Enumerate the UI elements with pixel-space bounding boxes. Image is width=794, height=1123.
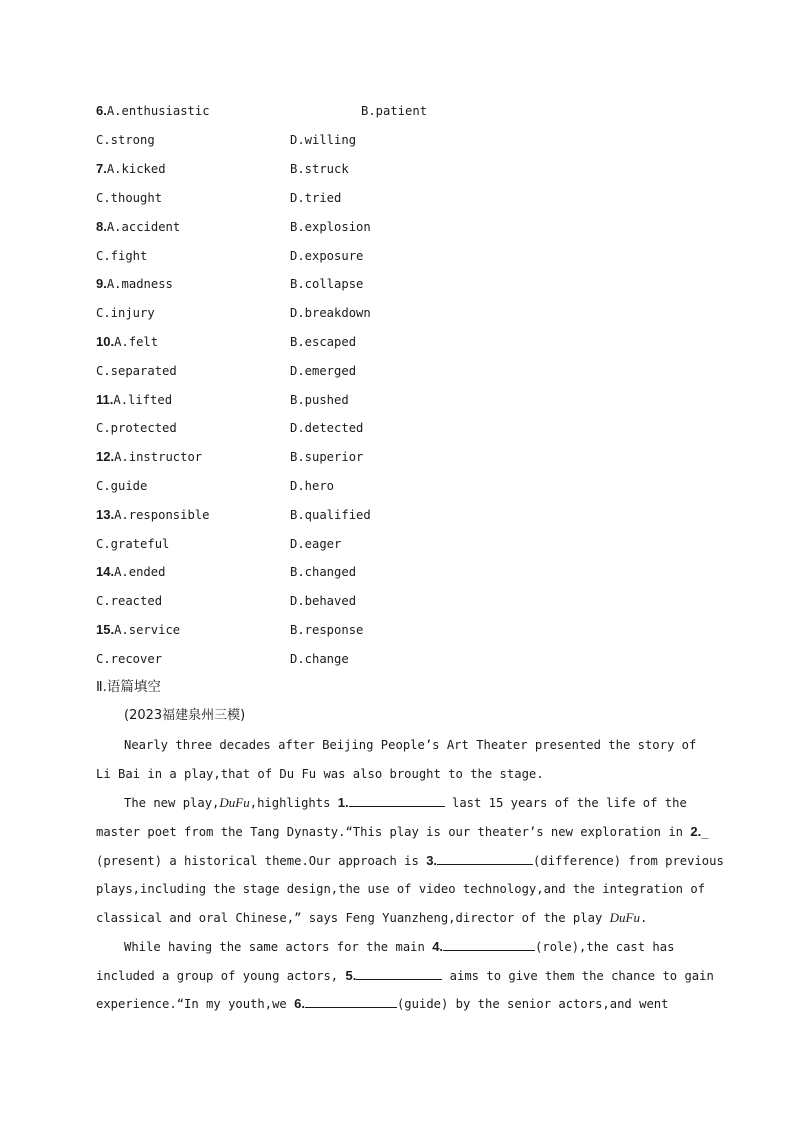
text-run: included a group of young actors, — [96, 969, 339, 983]
question-8-options-cd — [96, 246, 364, 266]
option-d: D.breakdown — [290, 306, 371, 320]
option-a: A.ended — [114, 565, 166, 579]
option-a: A.service — [114, 623, 181, 637]
question-number: 8. — [96, 219, 107, 234]
option-c: C.reacted — [96, 594, 163, 608]
option-c: C.thought — [96, 191, 163, 205]
option-d: D.eager — [290, 537, 342, 551]
option-b: B.changed — [290, 565, 357, 579]
option-d: D.change — [290, 652, 349, 666]
option-a: A.accident — [106, 220, 181, 234]
option-b: B.superior — [290, 450, 364, 464]
question-14-options-cd — [96, 591, 357, 611]
answer-blank-4[interactable] — [443, 937, 535, 951]
option-b: B.pushed — [290, 393, 349, 407]
option-d: D.willing — [290, 133, 357, 147]
text-run: ,highlights — [249, 796, 331, 810]
answer-blank-3[interactable] — [437, 851, 533, 865]
option-b: B.response — [290, 623, 364, 637]
text-run: While having the same actors for the main — [124, 940, 425, 954]
option-a: A.responsible — [114, 508, 210, 522]
question-14-options-ab — [96, 562, 357, 582]
question-15-options-ab — [96, 620, 364, 640]
section-source: (2023福建泉州三模) — [124, 708, 246, 723]
option-d: D.hero — [290, 479, 335, 493]
question-7-options-cd — [96, 188, 342, 208]
question-8-options-ab — [96, 217, 371, 237]
question-number: 14. — [96, 564, 115, 579]
question-number: 13. — [96, 507, 115, 522]
question-13-options-ab — [96, 505, 371, 525]
question-6-options-cd — [96, 130, 357, 150]
option-a: A.felt — [114, 335, 159, 349]
question-11-options-ab — [96, 390, 349, 410]
answer-blank-5[interactable] — [356, 966, 442, 980]
question-number: 11. — [96, 392, 114, 407]
blank-number: 4. — [432, 939, 444, 954]
passage-line: Li Bai in a play,that of Du Fu was also brought to the stage. — [96, 767, 544, 781]
text-run: The new play, — [124, 796, 220, 810]
option-a: A.madness — [106, 277, 173, 291]
option-d: D.detected — [290, 421, 364, 435]
option-d: D.behaved — [290, 594, 357, 608]
option-c: C.strong — [96, 133, 155, 147]
text-run: (present) a historical theme.Our approach is — [96, 854, 419, 868]
text-run: (difference) from previous — [533, 854, 724, 868]
text-run: last 15 years of the life of the — [444, 796, 687, 810]
option-a: A.enthusiastic — [106, 104, 210, 118]
passage-line: Nearly three decades after Beijing People’s Art Theater presented the story of — [124, 738, 697, 752]
passage-line — [96, 822, 709, 842]
option-c: C.grateful — [96, 537, 170, 551]
answer-blank-1[interactable] — [349, 793, 445, 807]
passage-line — [96, 966, 714, 986]
option-b: B.struck — [290, 162, 349, 176]
option-c: C.protected — [96, 421, 177, 435]
play-title: DuFu — [609, 910, 640, 925]
blank-number: 5. — [345, 968, 357, 983]
option-c: C.recover — [96, 652, 163, 666]
question-6-options-ab — [96, 101, 428, 121]
question-number: 6. — [96, 103, 107, 118]
text-run: (role),the cast has — [535, 940, 675, 954]
passage-line: plays,including the stage design,the use of video technology,and the integration of — [96, 882, 706, 896]
blank-number: 3. — [426, 853, 438, 868]
option-c: C.guide — [96, 479, 148, 493]
option-c: C.injury — [96, 306, 155, 320]
option-b: B.explosion — [290, 220, 371, 234]
option-a: A.kicked — [106, 162, 166, 176]
option-d: D.exposure — [290, 249, 364, 263]
answer-blank-2[interactable]: _ — [701, 825, 709, 839]
answer-blank-6[interactable] — [305, 994, 397, 1008]
question-12-options-cd — [96, 476, 335, 496]
text-run: (guide) by the senior actors,and went — [396, 997, 669, 1011]
option-b: B.qualified — [290, 508, 371, 522]
text-run: aims to give them the chance to gain — [442, 969, 714, 983]
blank-number: 1. — [337, 795, 349, 810]
option-a: A.instructor — [114, 450, 203, 464]
option-c: C.separated — [96, 364, 177, 378]
passage-line — [96, 908, 647, 928]
passage-line — [96, 994, 668, 1014]
passage-line — [124, 793, 687, 813]
option-d: D.emerged — [290, 364, 357, 378]
question-7-options-ab — [96, 159, 349, 179]
option-a: A.lifted — [113, 393, 173, 407]
question-13-options-cd — [96, 534, 342, 554]
blank-number: 2. — [690, 824, 702, 839]
text-run: classical and oral Chinese,” says Feng Yuanzheng,director of the play — [96, 911, 603, 925]
question-11-options-cd — [96, 418, 364, 438]
passage-line — [96, 851, 724, 871]
question-number: 7. — [96, 161, 107, 176]
question-15-options-cd — [96, 649, 349, 669]
text-run: experience.“In my youth,we — [96, 997, 287, 1011]
question-12-options-ab — [96, 447, 364, 467]
play-title: DuFu — [219, 795, 250, 810]
question-number: 15. — [96, 622, 115, 637]
question-10-options-cd — [96, 361, 357, 381]
question-number: 10. — [96, 334, 115, 349]
question-9-options-ab — [96, 274, 364, 294]
passage-line — [124, 937, 674, 957]
text-run: master poet from the Tang Dynasty.“This play is our theater’s new exploration in — [96, 825, 683, 839]
question-number: 9. — [96, 276, 107, 291]
question-number: 12. — [96, 449, 115, 464]
option-b: B.patient — [361, 104, 428, 118]
text-run: . — [639, 911, 648, 925]
option-b: B.collapse — [290, 277, 364, 291]
option-b: B.escaped — [290, 335, 357, 349]
question-9-options-cd — [96, 303, 371, 323]
option-c: C.fight — [96, 249, 148, 263]
option-d: D.tried — [290, 191, 342, 205]
section-heading: Ⅱ.语篇填空 — [96, 679, 161, 695]
blank-number: 6. — [294, 996, 305, 1011]
question-10-options-ab — [96, 332, 357, 352]
